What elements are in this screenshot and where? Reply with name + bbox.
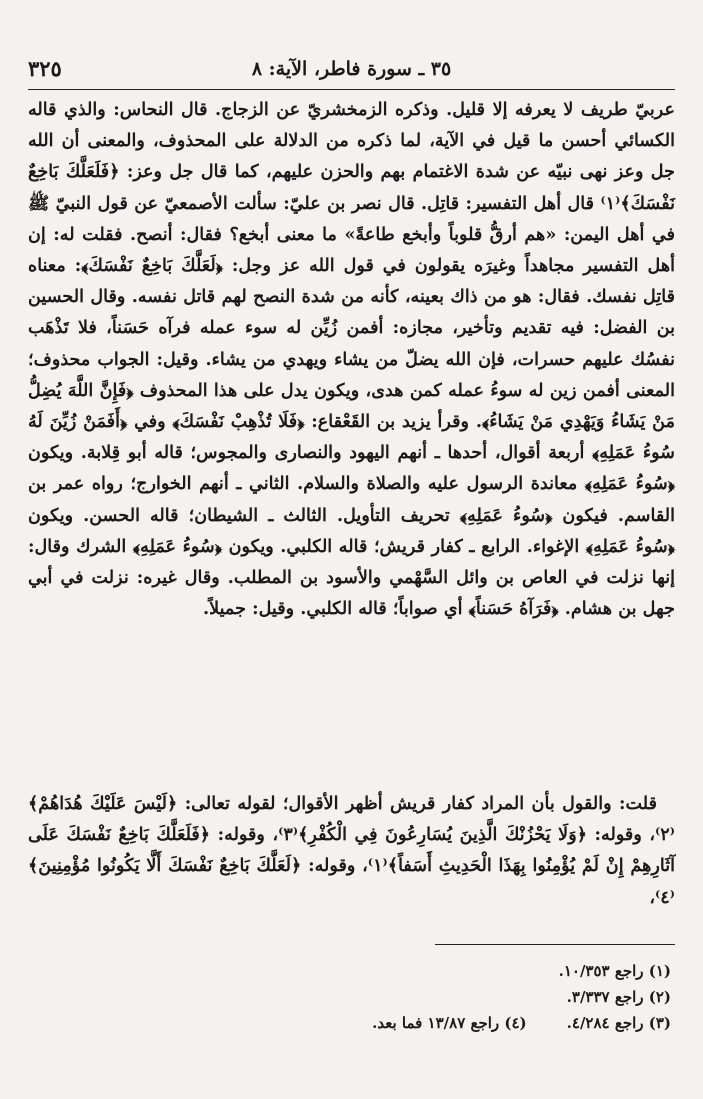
page-header — [28, 52, 675, 84]
footnote-separator — [435, 944, 675, 945]
author-comment-paragraph: قلت: والقول بأن المراد كفار قريش أظهر الأقوال؛ لقوله تعالى: ﴿لَيْسَ عَلَيْكَ هُدَاهُمْ﴾⁽٢⁾، وقوله: ﴿وَلَا يَحْزُنْكَ الَّذِينَ يُسَارِعُونَ فِي الْكُفْرِ﴾⁽٣⁾، وقوله: ﴿فَلَعَلَّكَ بَاخِعٌ نَفْسَكَ عَلَى آثَارِهِمْ إِنْ لَمْ يُؤْمِنُوا بِهَذَا الْحَدِيثِ أَسَفاً﴾⁽١⁾، وقوله: ﴿لَعَلَّكَ بَاخِعٌ نَفْسَكَ أَلَّا يَكُونُوا مُؤْمِنِينَ﴾⁽٤⁾، — [28, 793, 675, 908]
body-paragraph: عربيّ طريف لا يعرفه إلا قليل. وذكره الزمخشريّ عن الزجاج. قال النحاس: والذي قاله الكسائي أحسن ما قيل في الآية، لما ذكره من الدلالة على المحذوف، والمعنى أن الله جل وعز نهى نبيّه عن شدة الاغتمام بهم والحزن عليهم، كما قال جل وعز: ﴿فَلَعَلَّكَ بَاخِعٌ نَفْسَكَ﴾⁽١⁾ قال أهل التفسير: قاتِل. قال نصر بن عليّ: سألت الأصمعيّ عن قول النبيّ ﷺ في أهل اليمن: «هم أرقُّ قلوباً وأبخع طاعةً» ما معنى أبخع؟ فقال: أنصح. فقلت له: إن أهل التفسير مجاهداً وغيرَه يقولون في قول الله عز وجل: ﴿لَعَلَّكَ بَاخِعٌ نَفْسَكَ﴾: معناه قاتِل نفسك. فقال: هو من ذاك بعينه، كأنه من شدة النصح لهم قاتل نفسه. وقال الحسين بن الفضل: فيه تقديم وتأخير، مجازه: أفمن زُيِّن له سوء عمله فرآه حَسَناً، فلا تَذْهَب نفسُك عليهم حسرات، فإن الله يضلّ من يشاء ويهدي من يشاء. وقيل: الجواب محذوف؛ المعنى أفمن زين له سوءُ عمله كمن هدى، ويكون يدل على هذا المحذوف ﴿فَإِنَّ اللَّهَ يُضِلُّ مَنْ يَشَاءُ وَيَهْدِي مَنْ يَشَاءُ﴾. وقرأ يزيد بن القَعْقاع: ﴿فَلَا تُذْهِبْ نَفْسَكَ﴾ وفي ﴿أَفَمَنْ زُيِّنَ لَهُ سُوءُ عَمَلِهِ﴾ أربعة أقوال، أحدها ـ أنهم اليهود والنصارى والمجوس؛ قاله أبو قِلابة. ويكون ﴿سُوءُ عَمَلِهِ﴾ معاندة الرسول عليه والصلاة والسلام. الثاني ـ أنهم الخوارج؛ رواه عمر بن القاسم. فيكون ﴿سُوءُ عَمَلِهِ﴾ تحريف التأويل. الثالث ـ الشيطان؛ قاله الحسن. ويكون ﴿سُوءُ عَمَلِهِ﴾ الإغواء. الرابع ـ كفار قريش؛ قاله الكلبي. ويكون ﴿سُوءُ عَمَلِهِ﴾ الشرك وقال: إنها نزلت في العاص بن وائل السَّهْمي والأسود بن المطلب. وقال غيره: نزلت في أبي جهل بن هشام. ﴿فَرَآهُ حَسَناً﴾ أي صواباً؛ قاله الكلبي. وقيل: جميلاً. — [28, 99, 675, 620]
running-title: ٣٥ ـ سورة فاطر، الآية: ٨ — [251, 58, 452, 80]
footnote-row-3-4 — [40, 1010, 671, 1036]
page-number: ٣٢٥ — [28, 56, 62, 81]
header-rule — [28, 89, 675, 90]
footnotes — [40, 958, 671, 1036]
footnote-2: (٢) راجع ٣/٣٣٧. — [566, 988, 671, 1006]
main-text — [28, 94, 675, 624]
footnote-3: (٣) راجع ٤/٢٨٤. — [566, 1014, 671, 1032]
footnote-1: (١) راجع ١٠/٣٥٣. — [558, 962, 671, 980]
footnote-4: (٤) راجع ١٣/٨٧ فما بعد. — [372, 1014, 527, 1032]
